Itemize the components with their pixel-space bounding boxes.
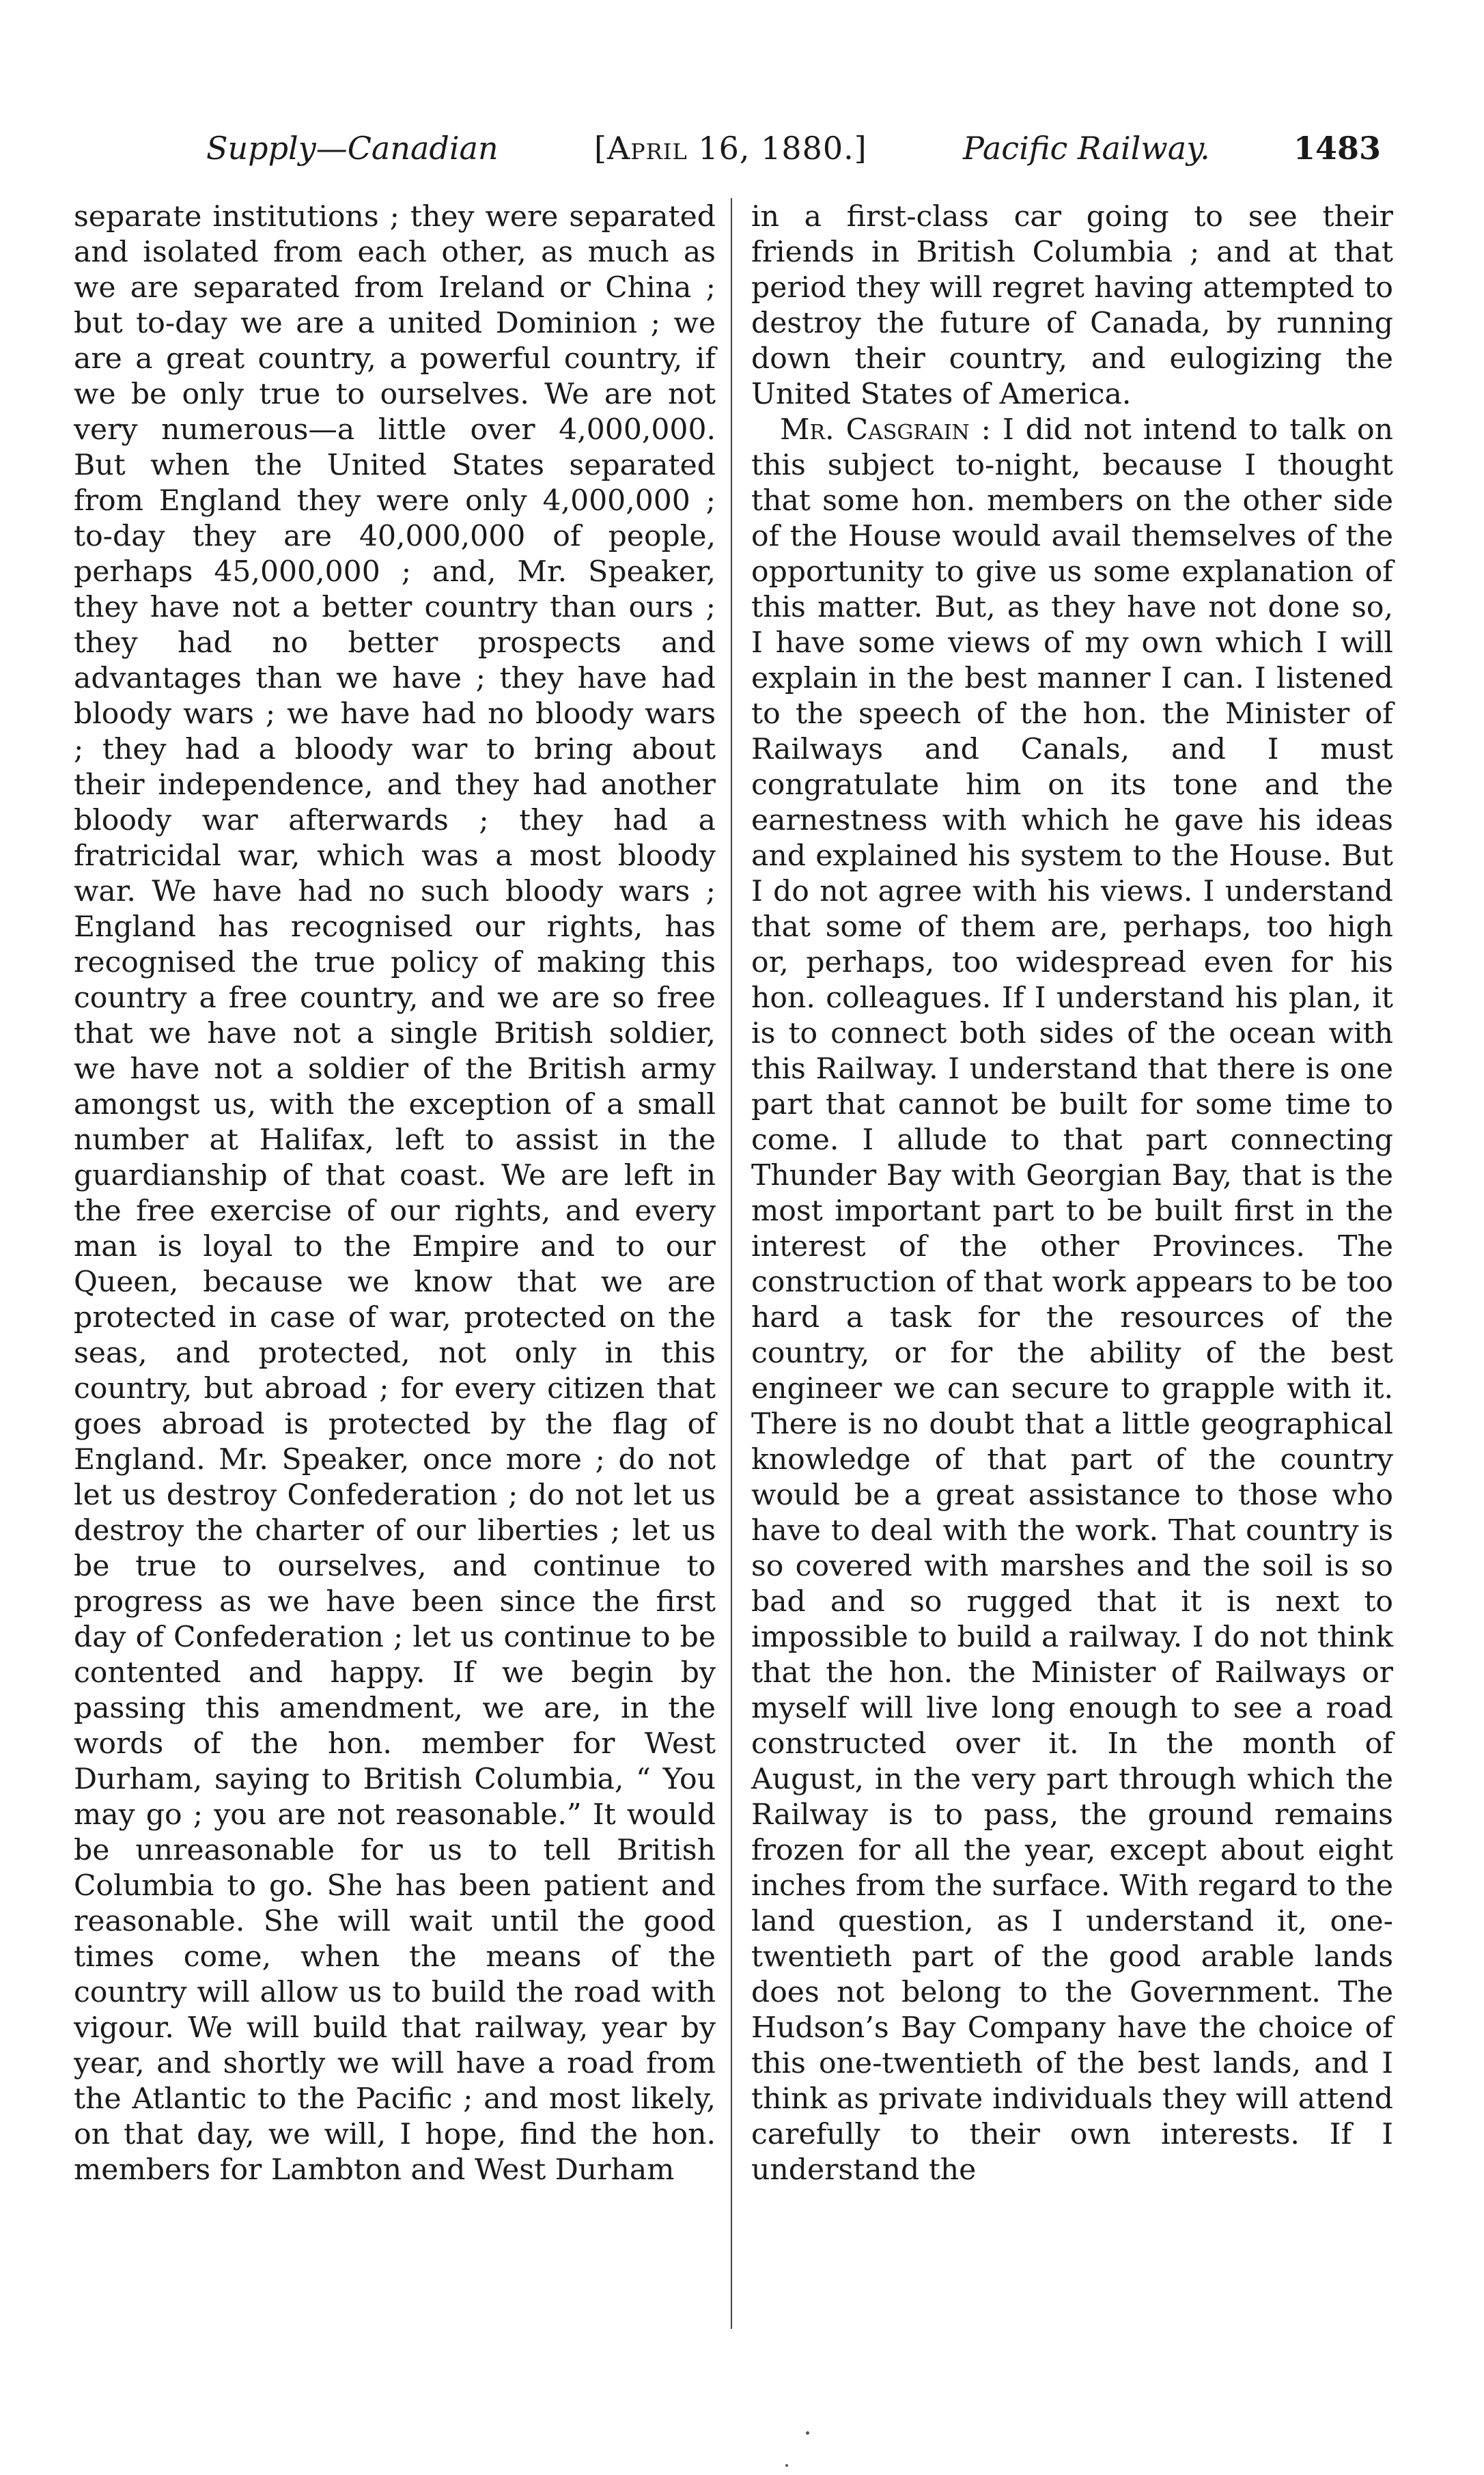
- left-column: [74, 199, 716, 2188]
- column-divider: [731, 198, 732, 2329]
- date-rest: 16, 1880.]: [687, 130, 867, 167]
- running-head-right: Pacific Railway.: [963, 130, 1210, 167]
- running-head-date: [594, 124, 867, 172]
- speech-text: : I did not intend to talk on this subject to-night, because I thought that some hon. members on the other side of the House would avail themselves of the opportunity to give us some explanation of this matter. But, as they have not done so, I have some views of my own which I will explain in the best manner I can. I listened to the speech of the hon. the Minister of Railways and Canals, and I must congratulate him on its tone and the earnestness with which he gave his ideas and explained his system to the House. But I do not agree with his views. I understand that some of them are, perhaps, too high or, perhaps, too widespread even for his hon. colleagues. If I understand his plan, it is to connect both sides of the ocean with this Railway. I understand that there is one part that cannot be built for some time to come. I allude to that part connecting Thunder Bay with Georgian Bay, that is the most important part to be built first in the interest of the other Provinces. The construction of that work appears to be too hard a task for the resources of the country, or for the ability of the best engineer we can secure to grapple with it. There is no doubt that a little geographical knowledge of that part of the country would be a great assistance to those who have to deal with the work. That country is so covered with marshes and the soil is so bad and so rugged that it is next to impossible to build a railway. I do not think that the hon. the Minister of Railways or myself will live long enough to see a road constructed over it. In the month of August, in the very part through which the Railway is to pass, the ground remains frozen for all the year, except about eight inches from the surface. With regard to the land question, as I understand it, one-twentieth part of the good arable lands does not belong to the Government. The Hudson’s Bay Company have the choice of this one-twentieth of the best lands, and I think as private individuals they will attend carefully to their own interests. If I understand the: [751, 413, 1393, 2187]
- right-column: [751, 199, 1393, 2188]
- casgrain-speech: [751, 412, 1393, 2188]
- date-bracket: [: [594, 130, 607, 167]
- left-paragraph: separate institutions ; they were separated and isolated from each other, as much as we are separated from Ireland or China ; but to-day we are a united Dominion ; we are a great country, a powerful country, if we be only true to ourselves. We are not very numerous—a little over 4,000,000. But when the United States separated from England they were only 4,000,000 ; to-day they are 40,000,000 of people, perhaps 45,000,000 ; and, Mr. Speaker, they have not a better country than ours ; they had no better prospects and advantages than we have ; they have had bloody wars ; we have had no bloody wars ; they had a bloody war to bring about their independence, and they had another bloody war afterwards ; they had a fratricidal war, which was a most bloody war. We have had no such bloody wars ; England has recognised our rights, has recognised the true policy of making this country a free country, and we are so free that we have not a single British soldier, we have not a soldier of the British army amongst us, with the exception of a small number at Halifax, left to assist in the guardianship of that coast. We are left in the free exercise of our rights, and every man is loyal to the Empire and to our Queen, because we know that we are protected in case of war, protected on the seas, and protected, not only in this country, but abroad ; for every citizen that goes abroad is protected by the flag of England. Mr. Speaker, once more ; do not let us destroy Confederation ; do not let us destroy the charter of our liberties ; let us be true to ourselves, and continue to progress as we have been since the first day of Confederation ; let us continue to be contented and happy. If we begin by passing this amendment, we are, in the words of the hon. member for West Durham, saying to British Columbia, “ You may go ; you are not reasonable.” It would be unreasonable for us to tell British Columbia to go. She has been patient and reasonable. She will wait until the good times come, when the means of the country will allow us to build the road with vigour. We will build that railway, year by year, and shortly we will have a road from the Atlantic to the Pacific ; and most likely, on that day, we will, I hope, find the hon. members for Lambton and West Durham: [74, 200, 716, 2187]
- right-paragraph-continued: in a first-class car going to see their friends in British Columbia ; and at that period they will regret having attempted to destroy the future of Canada, by running down their country, and eulogizing the United States of America.: [751, 200, 1393, 411]
- print-speck: [806, 2431, 809, 2435]
- page-number: 1483: [1293, 130, 1381, 167]
- speaker-name: Mr. Casgrain: [780, 413, 970, 447]
- running-head-left: Supply—Canadian: [206, 130, 499, 167]
- date-month: April: [606, 130, 688, 167]
- print-speck: [785, 2464, 788, 2467]
- running-head: [198, 124, 1381, 172]
